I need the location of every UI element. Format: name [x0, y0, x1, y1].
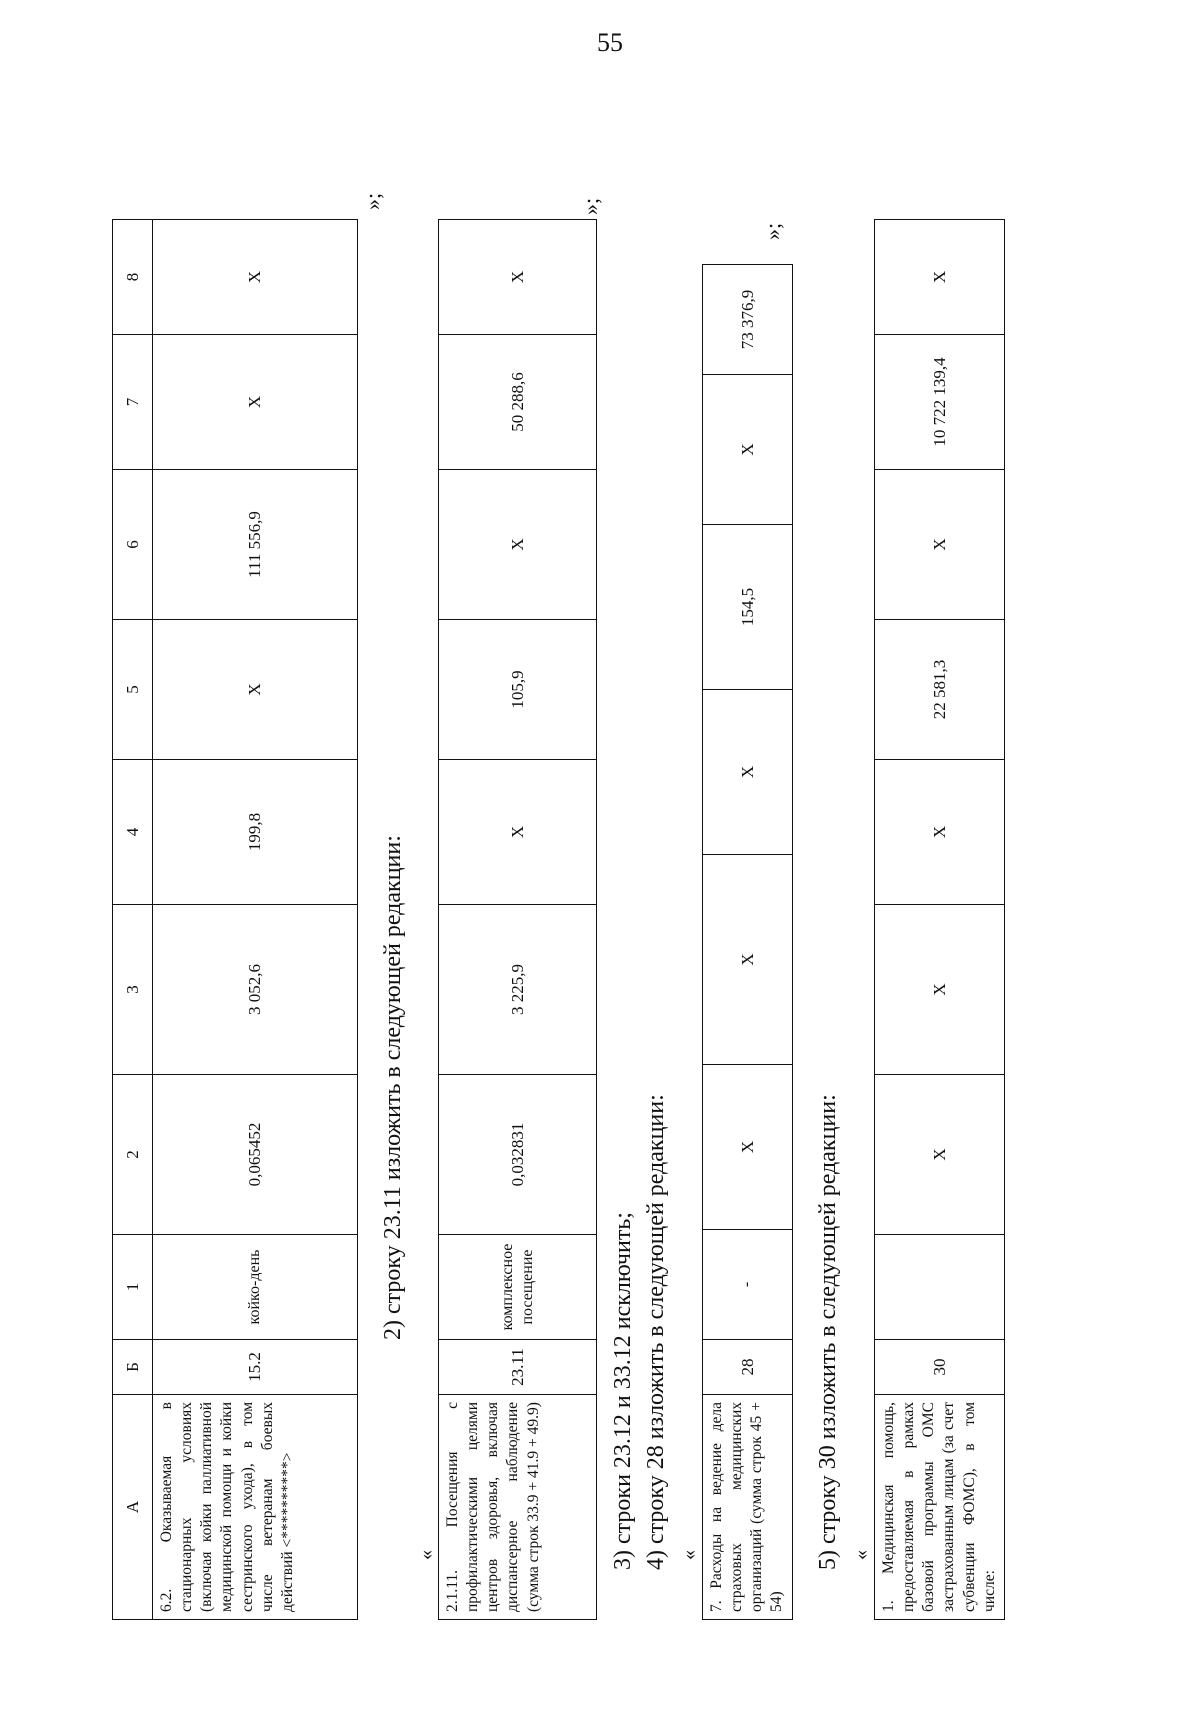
- header-cell: 6: [113, 470, 153, 620]
- row-cell-7: 50 288,6: [439, 335, 597, 470]
- header-cell: А: [113, 1395, 153, 1620]
- row-cell-8: X: [875, 220, 1005, 335]
- opening-quote-mark: «: [850, 1550, 872, 1560]
- row-cell-8: X: [439, 220, 597, 335]
- row-cell-5: X: [153, 620, 358, 760]
- row-unit: [875, 1235, 1005, 1340]
- row-cell-4: X: [703, 690, 793, 855]
- page-number: 55: [597, 28, 623, 57]
- opening-quote-mark: «: [678, 1550, 700, 1560]
- row-name: 2.1.11. Посещения с профилактическими целями центров здоровья, включая диспансерное наблюдение (сумма строк 33.9 + 41.9 + 49.9): [439, 1395, 597, 1620]
- row-name: 6.2. Оказываемая в стационарных условиях (включая койки паллиативной медицинской помощи и койки сестринского ухода), в том числе ветеранам боевых действий <**********>: [153, 1395, 358, 1620]
- table-row: [439, 220, 597, 1620]
- table-row-6-2: [112, 219, 358, 1620]
- row-cell-4: 199,8: [153, 760, 358, 905]
- header-cell: 3: [113, 905, 153, 1075]
- row-cell-8: X: [153, 220, 358, 335]
- row-unit: комплексное посещение: [439, 1235, 597, 1340]
- row-cell-4: X: [875, 760, 1005, 905]
- row-cell-7: 10 722 139,4: [875, 335, 1005, 470]
- row-unit: койко-день: [153, 1235, 358, 1340]
- row-cell-2: X: [703, 1065, 793, 1230]
- row-line-number: 28: [703, 1340, 793, 1395]
- row-name: 1. Медицинская помощь, предоставляемая в рамках базовой программы ОМС застрахованным лицам (за счет субвенции ФОМС), в том числе:: [875, 1395, 1005, 1620]
- row-line-number: 15.2: [153, 1340, 358, 1395]
- row-cell-6: X: [439, 470, 597, 620]
- header-cell: 4: [113, 760, 153, 905]
- header-cell: 1: [113, 1235, 153, 1340]
- row-cell-5: 22 581,3: [875, 620, 1005, 760]
- row-cell-5: 105,9: [439, 620, 597, 760]
- table-row: [875, 220, 1005, 1620]
- row-cell-2: 0,065452: [153, 1075, 358, 1235]
- row-cell-2: X: [875, 1075, 1005, 1235]
- closing-quote-mark: »;: [360, 192, 385, 210]
- row-cell-3: 3 225,9: [439, 905, 597, 1075]
- closing-quote-mark: »;: [578, 197, 603, 215]
- instruction-2: 2) строку 23.11 изложить в следующей редакции:: [380, 835, 406, 1340]
- row-cell-3: X: [875, 905, 1005, 1075]
- instruction-4: 4) строку 28 изложить в следующей редакции:: [643, 1094, 669, 1570]
- row-cell-6: 111 556,9: [153, 470, 358, 620]
- row-line-number: 23.11: [439, 1340, 597, 1395]
- header-cell: Б: [113, 1340, 153, 1395]
- closing-quote-mark: »;: [760, 222, 785, 240]
- row-cell-7: 73 376,9: [703, 265, 793, 375]
- row-cell-3: 3 052,6: [153, 905, 358, 1075]
- row-cell-4: X: [439, 760, 597, 905]
- table-row-1: [874, 219, 1005, 1620]
- row-line-number: 30: [875, 1340, 1005, 1395]
- row-cell-7: X: [153, 335, 358, 470]
- rotated-content: [60, 100, 1140, 1620]
- table-row: [153, 220, 358, 1620]
- table-row: [703, 265, 793, 1620]
- header-cell: 8: [113, 220, 153, 335]
- header-cell: 5: [113, 620, 153, 760]
- header-cell: 7: [113, 335, 153, 470]
- row-cell-3: X: [703, 855, 793, 1065]
- table-row-2-1-11: [438, 219, 597, 1620]
- row-cell-6: X: [703, 375, 793, 525]
- row-name: 7. Расходы на ведение дела страховых медицинских организаций (сумма строк 45 + 54): [703, 1395, 793, 1620]
- header-row: [113, 220, 153, 1620]
- row-unit: -: [703, 1230, 793, 1340]
- row-cell-2: 0,032831: [439, 1075, 597, 1235]
- header-cell: 2: [113, 1075, 153, 1235]
- opening-quote-mark: «: [415, 1550, 437, 1560]
- table-row-7: [702, 264, 793, 1620]
- row-cell-6: X: [875, 470, 1005, 620]
- row-cell-5: 154,5: [703, 525, 793, 690]
- instruction-3: 3) строки 23.12 и 33.12 исключить;: [610, 1212, 636, 1570]
- instruction-5: 5) строку 30 изложить в следующей редакции:: [815, 1094, 841, 1570]
